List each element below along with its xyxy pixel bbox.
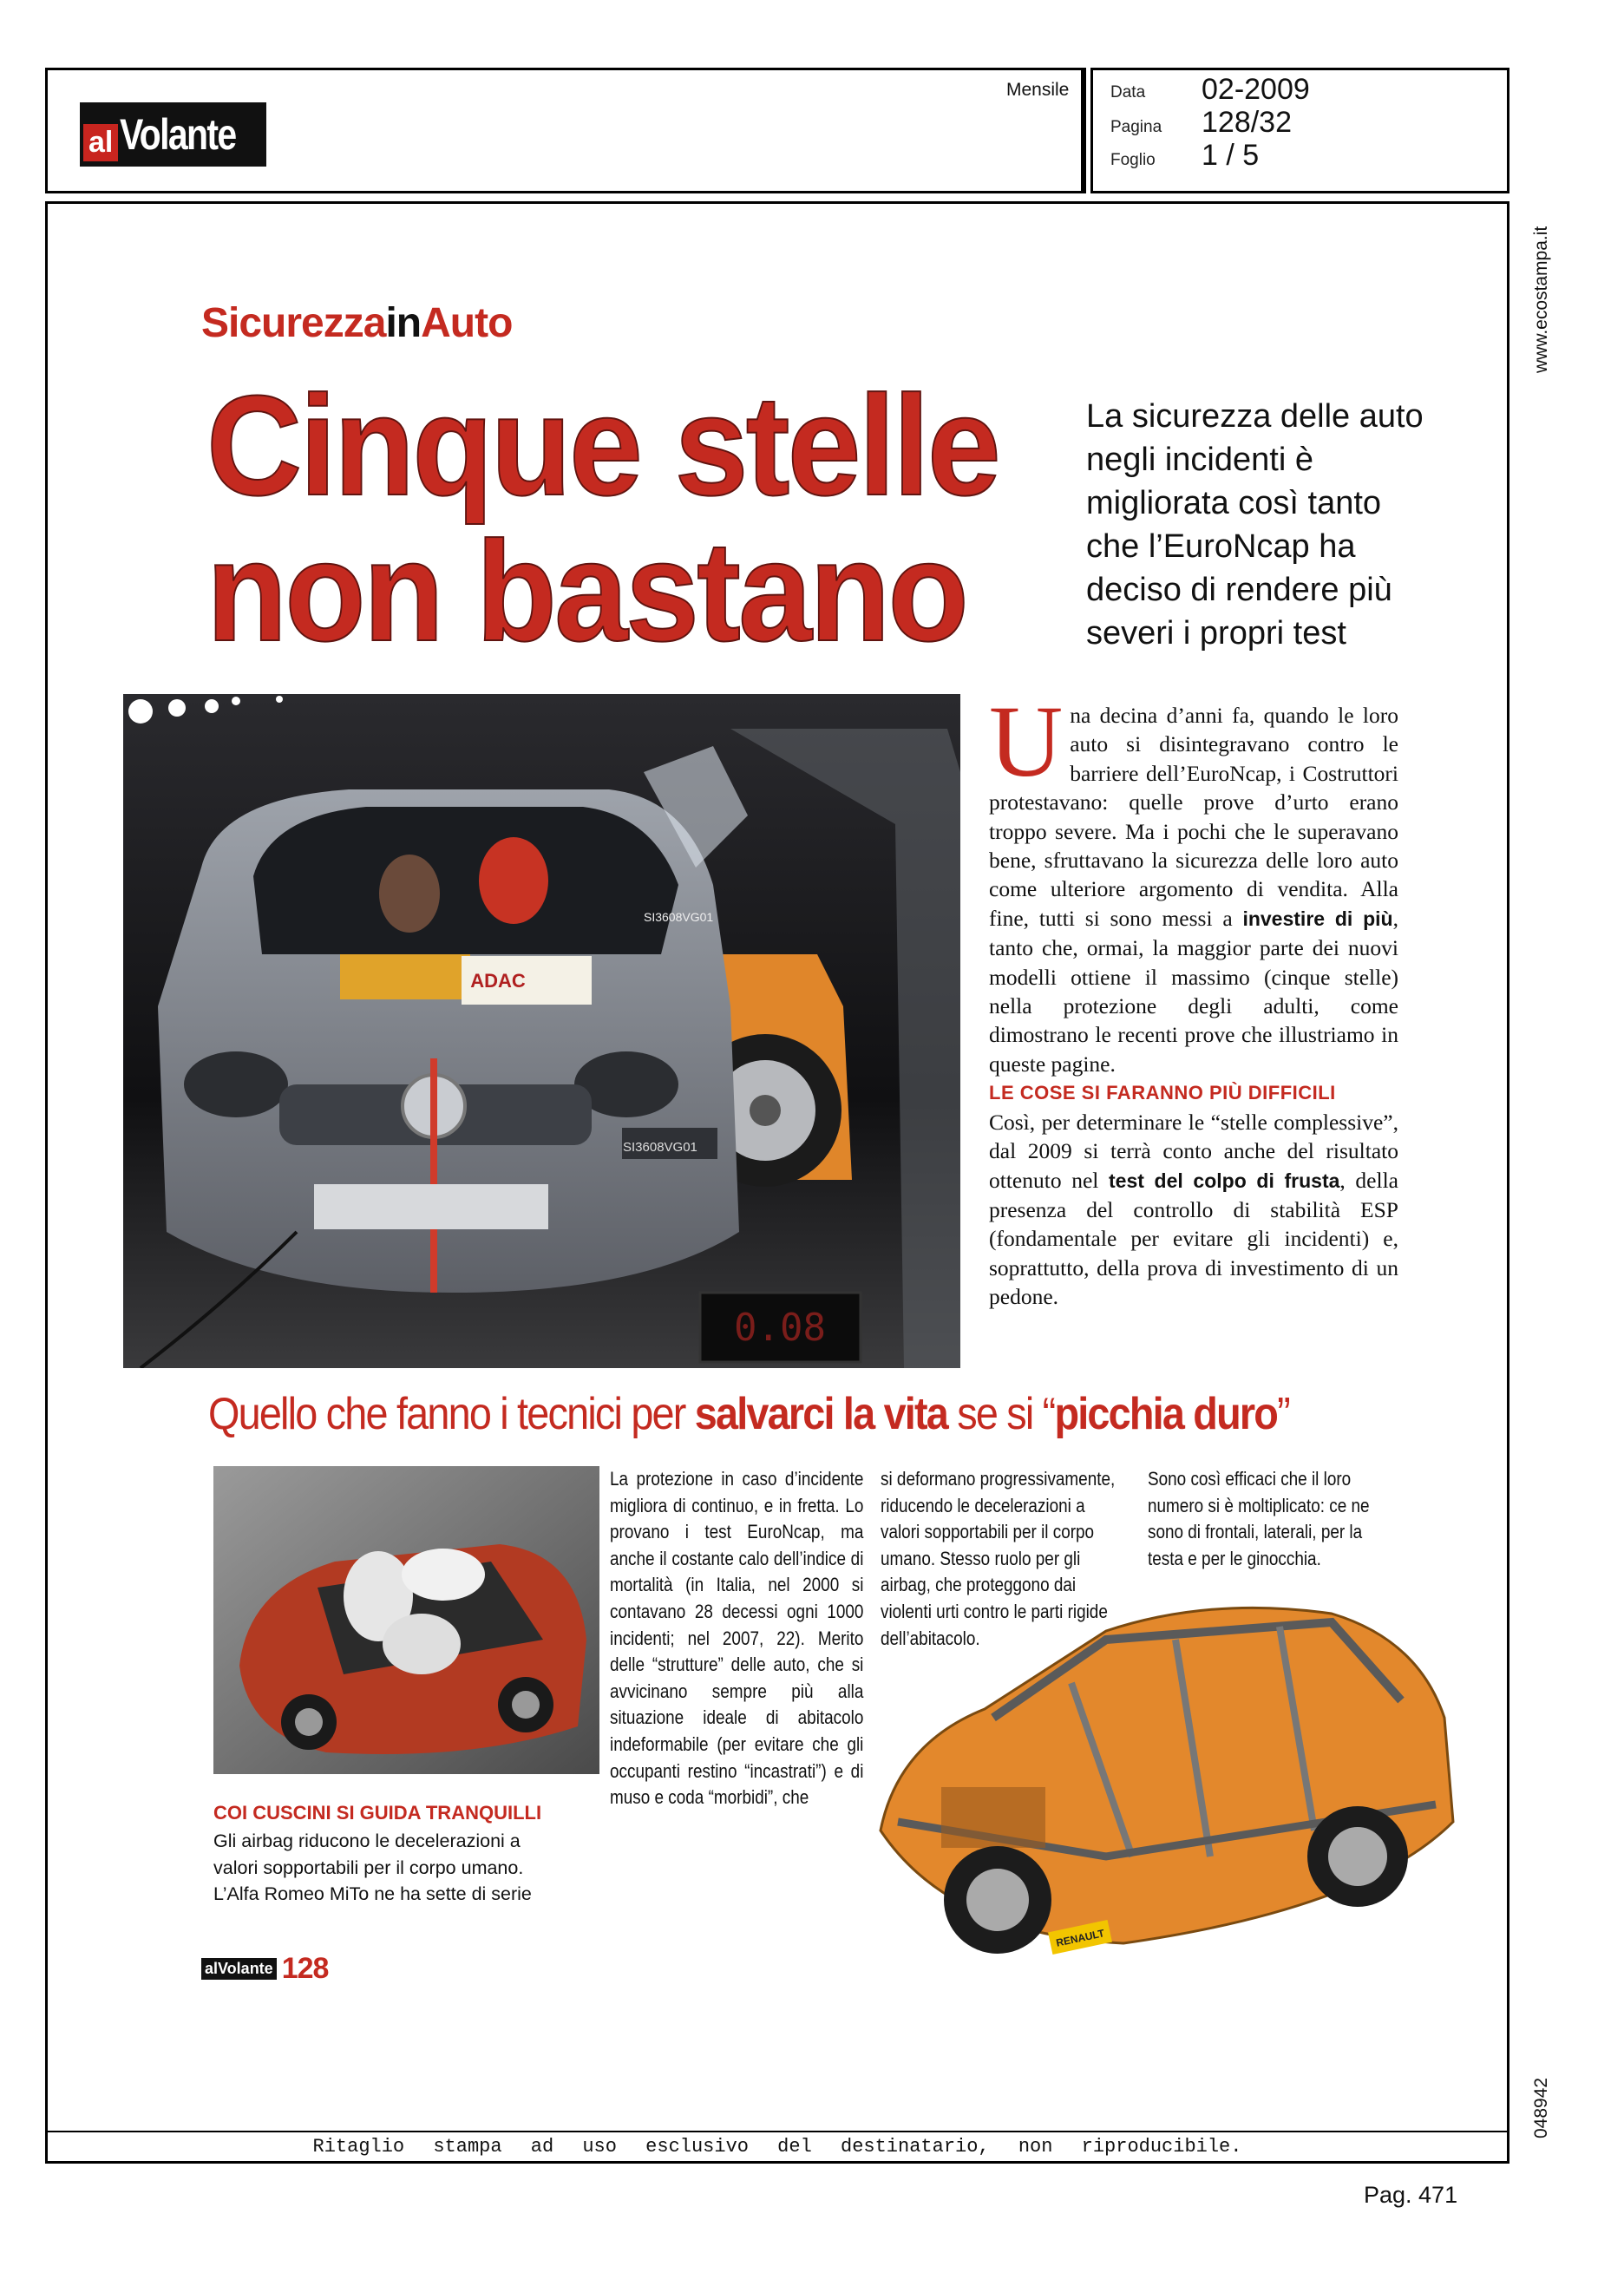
title-line-1: Cinque stelle xyxy=(206,366,999,525)
magazine-logo xyxy=(80,102,266,167)
caption-title: COI CUSCINI SI GUIDA TRANQUILLI xyxy=(213,1802,542,1824)
crash-test-photo xyxy=(123,694,960,1368)
folio-page: 128 xyxy=(281,1952,329,1985)
header-separator xyxy=(1081,68,1084,193)
body-subhead: LE COSE SI FARANNO PIÙ DIFFICILI xyxy=(989,1082,1336,1104)
band-column-2: si deformano progressivamente, riducendo le decelerazioni a valori sopportabili per il corpo umano. Stesso ruolo per gli airbag, che proteggono dai violenti urti contro le parti rigide dell’abitacolo. xyxy=(881,1468,1116,1649)
article-subtitle: La sicurezza delle auto negli incidenti è migliorata così tanto che l’EuroNcap ha deciso di rendere più severi i propri test xyxy=(1086,398,1424,652)
page-folio xyxy=(201,1952,328,1986)
drop-cap: U xyxy=(989,684,1064,798)
frequency-label: Mensile xyxy=(1006,80,1070,100)
article-title xyxy=(206,366,999,671)
side-code: 048942 xyxy=(1531,2077,1551,2138)
section-heading: SicurezzainAuto xyxy=(201,300,513,346)
article-body: Una decina d’anni fa, quando le loro auto si disintegravano contro le barriere dell’EuroNcap, i Costruttori protestavano: quelle prove d’urto erano troppo severe. Ma i pochi che le superavano bene, sfruttavano la sicurezza delle loro auto come ulteriore argomento di vendita. Alla fine, tutti si sono messi a investire di più, tanto che, ormai, la maggior parte dei nuovi modelli ottiene il massimo (cinque stelle) nella protezione degli adulti, come dimostrano le recenti prove che illustriamo in queste pagine. LE COSE SI FARANNO PIÙ DIFFICILI Così, per determinare le “stelle complessive”, dal 2009 si terrà conto anche del risultato ottenuto nel test del colpo di frusta, della presenza del controllo di stabilità ESP (fondamentale per evitare gli incidenti) e, soprattutto, della prova di investimento di un pedone. xyxy=(989,684,1398,1310)
foglio-value: 1 / 5 xyxy=(1202,139,1260,172)
side-url: www.ecostampa.it xyxy=(1531,226,1551,373)
plate-label-2: SI3608VG01 xyxy=(623,1140,697,1155)
footer-notice: Ritaglio stampa ad uso esclusivo del destinatario, non riproducibile. xyxy=(312,2136,1242,2158)
logo-main: Volante xyxy=(120,110,236,159)
plate-label-1: SI3608VG01 xyxy=(644,910,714,924)
title-line-2: non bastano xyxy=(206,512,966,671)
timer-display: 0.08 xyxy=(734,1306,826,1350)
foglio-label: Foglio xyxy=(1110,151,1156,169)
adac-sticker: ADAC xyxy=(470,970,526,992)
band-column-3: Sono così efficaci che il loro numero si è moltiplicato: ce ne sono di frontali, laterali, per la testa e per le ginocchia. xyxy=(1148,1468,1370,1569)
footer-divider xyxy=(45,2131,1509,2132)
page-number: Pag. 471 xyxy=(1364,2182,1458,2208)
data-value: 02-2009 xyxy=(1202,73,1310,106)
data-label: Data xyxy=(1110,83,1146,102)
logo-prefix: al xyxy=(83,124,118,161)
pagina-value: 128/32 xyxy=(1202,106,1292,139)
renault-badge: RENAULT xyxy=(1055,1927,1106,1949)
band-title: Quello che fanno i tecnici per salvarci la vita se si “picchia duro” xyxy=(208,1389,1289,1439)
caption-text: Gli airbag riducono le decelerazioni a valori sopportabili per il corpo umano. L’Alfa Romeo MiTo ne ha sette di serie xyxy=(213,1830,532,1904)
pagina-label: Pagina xyxy=(1110,118,1162,136)
folio-logo: alVolante xyxy=(201,1958,277,1980)
airbag-photo xyxy=(213,1466,599,1774)
band-column-1: La protezione in caso d’incidente migliora di continuo, e in fretta. Lo provano i test EuroNcap, ma anche il costante calo dell’indice di mortalità (in Italia, nel 2000 si contavano 28 decessi ogni 1000 incidenti; nel 2007, 22). Merito delle “strutture” delle auto, che si avvicinano sempre più alla situazione ideale di abitacolo indeformabile (per evitare che gli occupanti restino “incastrati”) e di muso e coda “morbidi”, che xyxy=(610,1468,864,1809)
